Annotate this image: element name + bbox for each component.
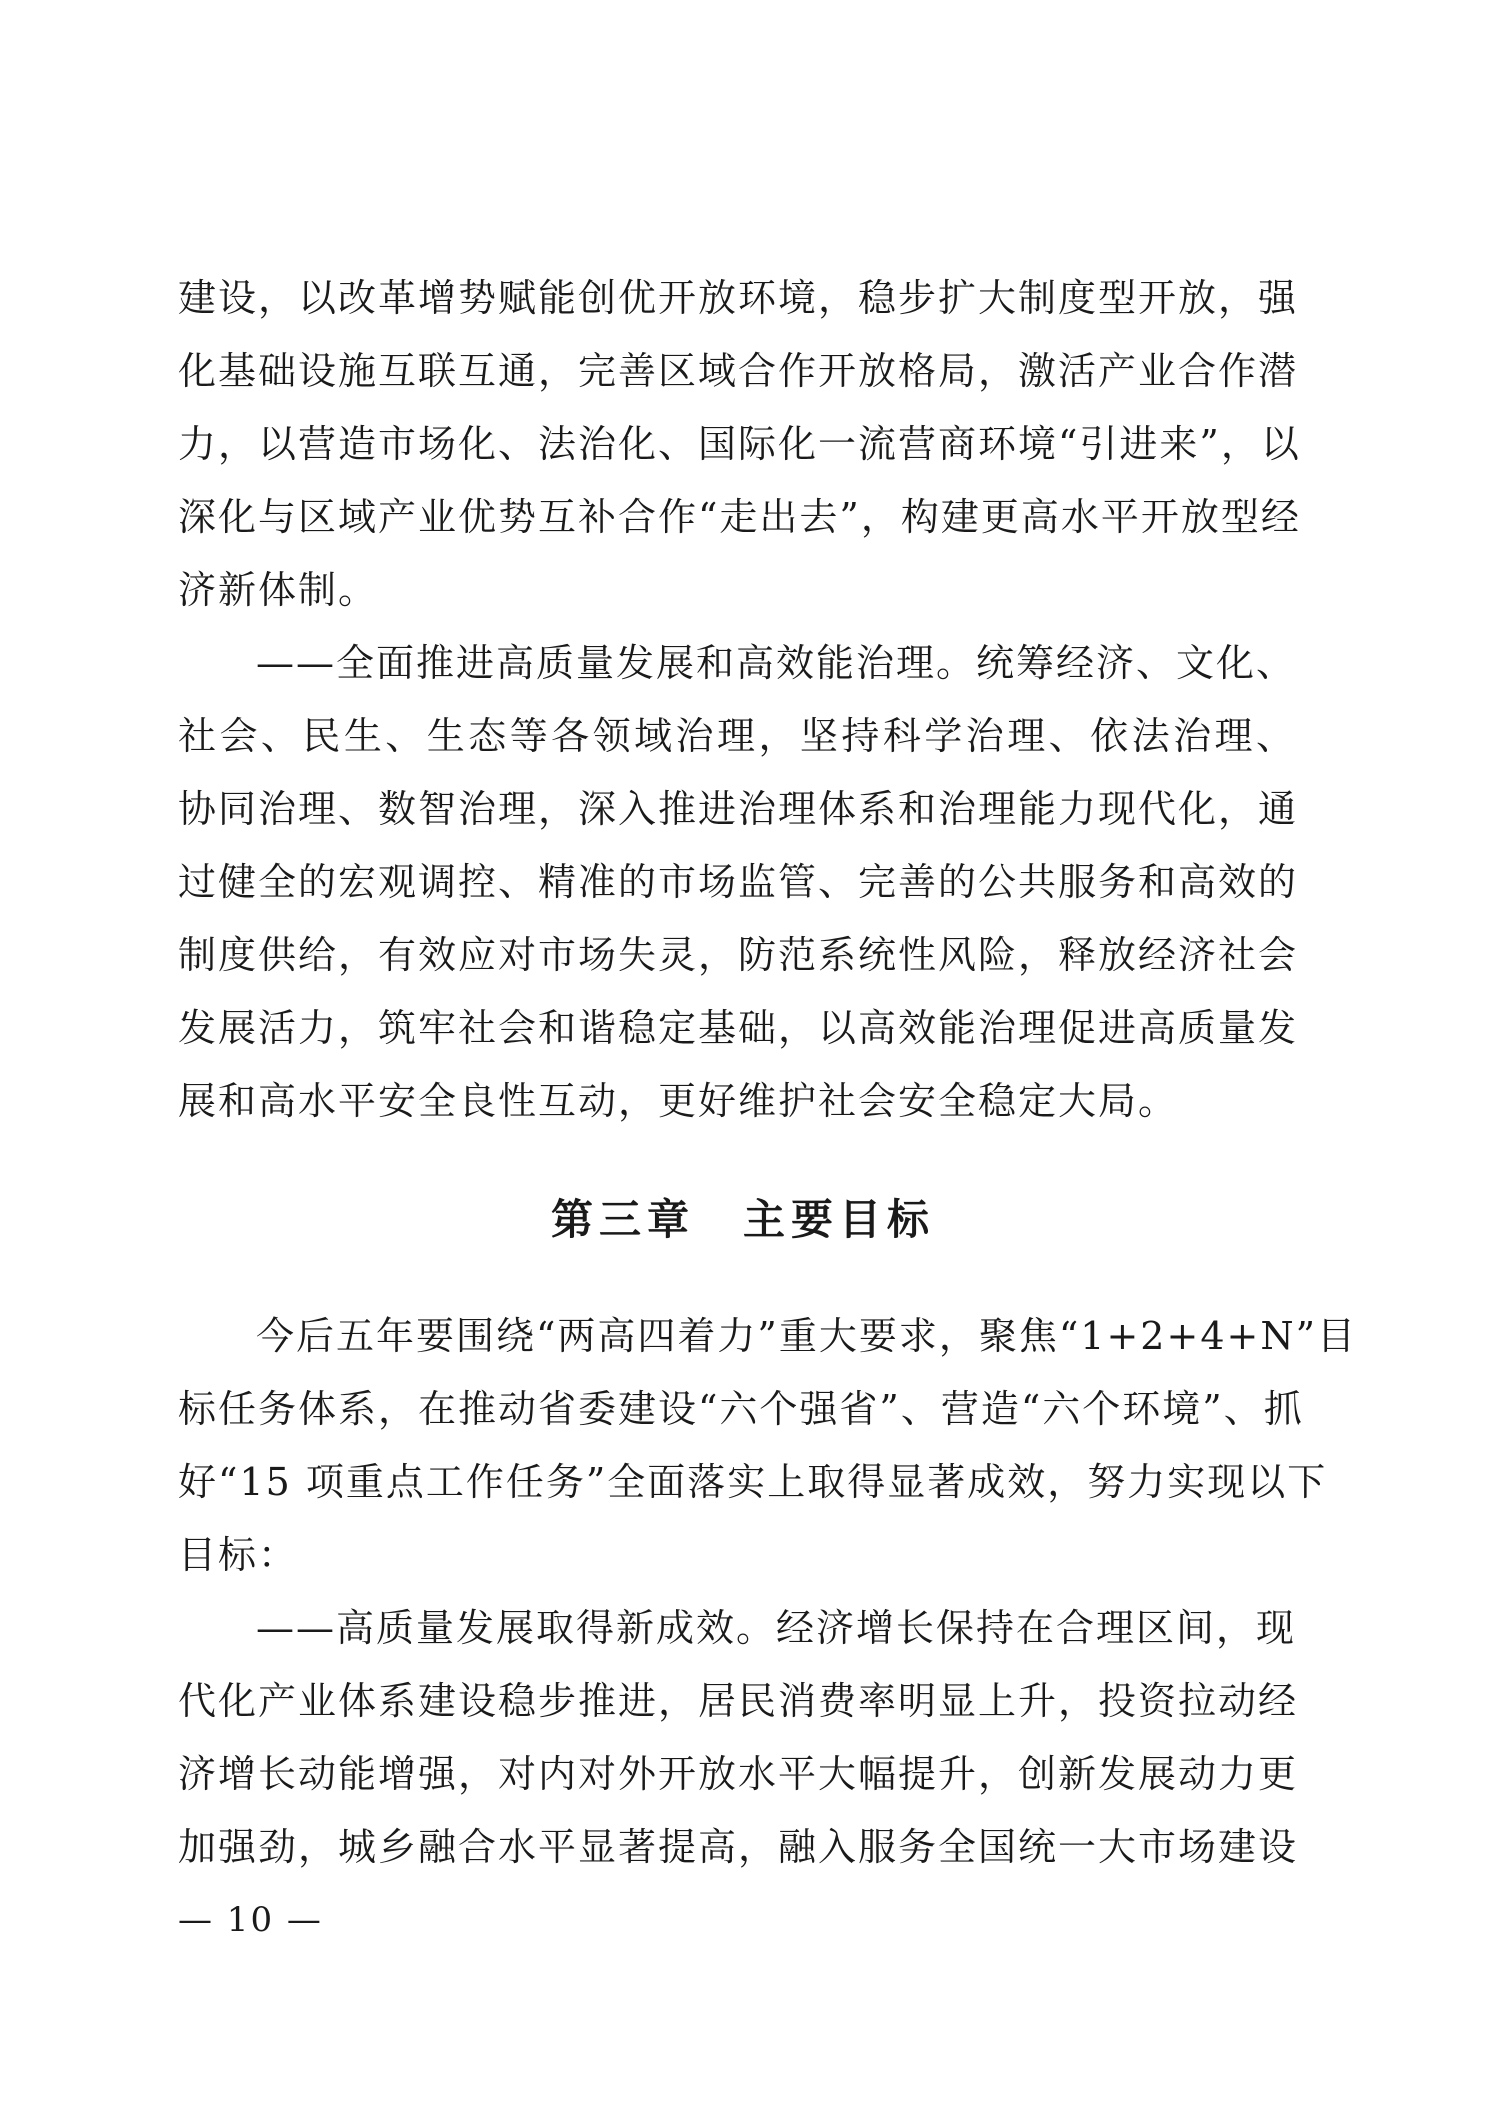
text-line: 济新体制。 [178,568,379,612]
text-line: 建设，以改革增势赋能创优开放环境，稳步扩大制度型开放，强 [178,276,1299,320]
text-line: 化基础设施互联互通，完善区域合作开放格局，激活产业合作潜 [178,349,1299,393]
text-line: 发展活力，筑牢社会和谐稳定基础，以高效能治理促进高质量发 [178,1006,1299,1050]
text-line: 济增长动能增强，对内对外开放水平大幅提升，创新发展动力更 [178,1752,1299,1796]
text-line: 好“15 项重点工作任务”全面落实上取得显著成效，努力实现以下 [178,1460,1328,1504]
paragraph-main-goals-intro [178,1300,1358,1592]
page-number: — 10 — [178,1900,323,1940]
text-line: 协同治理、数智治理，深入推进治理体系和治理能力现代化，通 [178,787,1299,831]
text-line: 制度供给，有效应对市场失灵，防范系统性风险，释放经济社会 [178,933,1299,977]
text-line: 深化与区域产业优势互补合作“走出去”，构建更高水平开放型经 [178,495,1301,539]
paragraph-high-quality-development [178,1592,1299,1884]
text-line: 社会、民生、生态等各领域治理，坚持科学治理、依法治理、 [178,714,1296,758]
chapter-number: 第三章 [550,1195,695,1244]
text-line: 展和高水平安全良性互动，更好维护社会安全稳定大局。 [178,1079,1179,1123]
text-line: 目标： [178,1533,299,1577]
chapter-title-text: 主要目标 [743,1195,936,1244]
text-line: 加强劲，城乡融合水平显著提高，融入服务全国统一大市场建设 [178,1825,1299,1869]
text-line: 过健全的宏观调控、精准的市场监管、完善的公共服务和高效的 [178,860,1299,904]
text-line: ——高质量发展取得新成效。经济增长保持在合理区间，现 [256,1606,1297,1650]
text-line: 代化产业体系建设稳步推进，居民消费率明显上升，投资拉动经 [178,1679,1299,1723]
text-line: 力，以营造市场化、法治化、国际化一流营商环境“引进来”，以 [178,422,1301,466]
paragraph-governance [178,627,1299,1138]
text-line: ——全面推进高质量发展和高效能治理。统筹经济、文化、 [256,641,1297,685]
text-line: 标任务体系，在推动省委建设“六个强省”、营造“六个环境”、抓 [178,1387,1304,1431]
chapter-heading [0,1180,1486,1260]
text-line: 今后五年要围绕“两高四着力”重大要求，聚焦“1+2+4+N”目 [256,1314,1358,1358]
paragraph-open-economy [178,262,1301,627]
